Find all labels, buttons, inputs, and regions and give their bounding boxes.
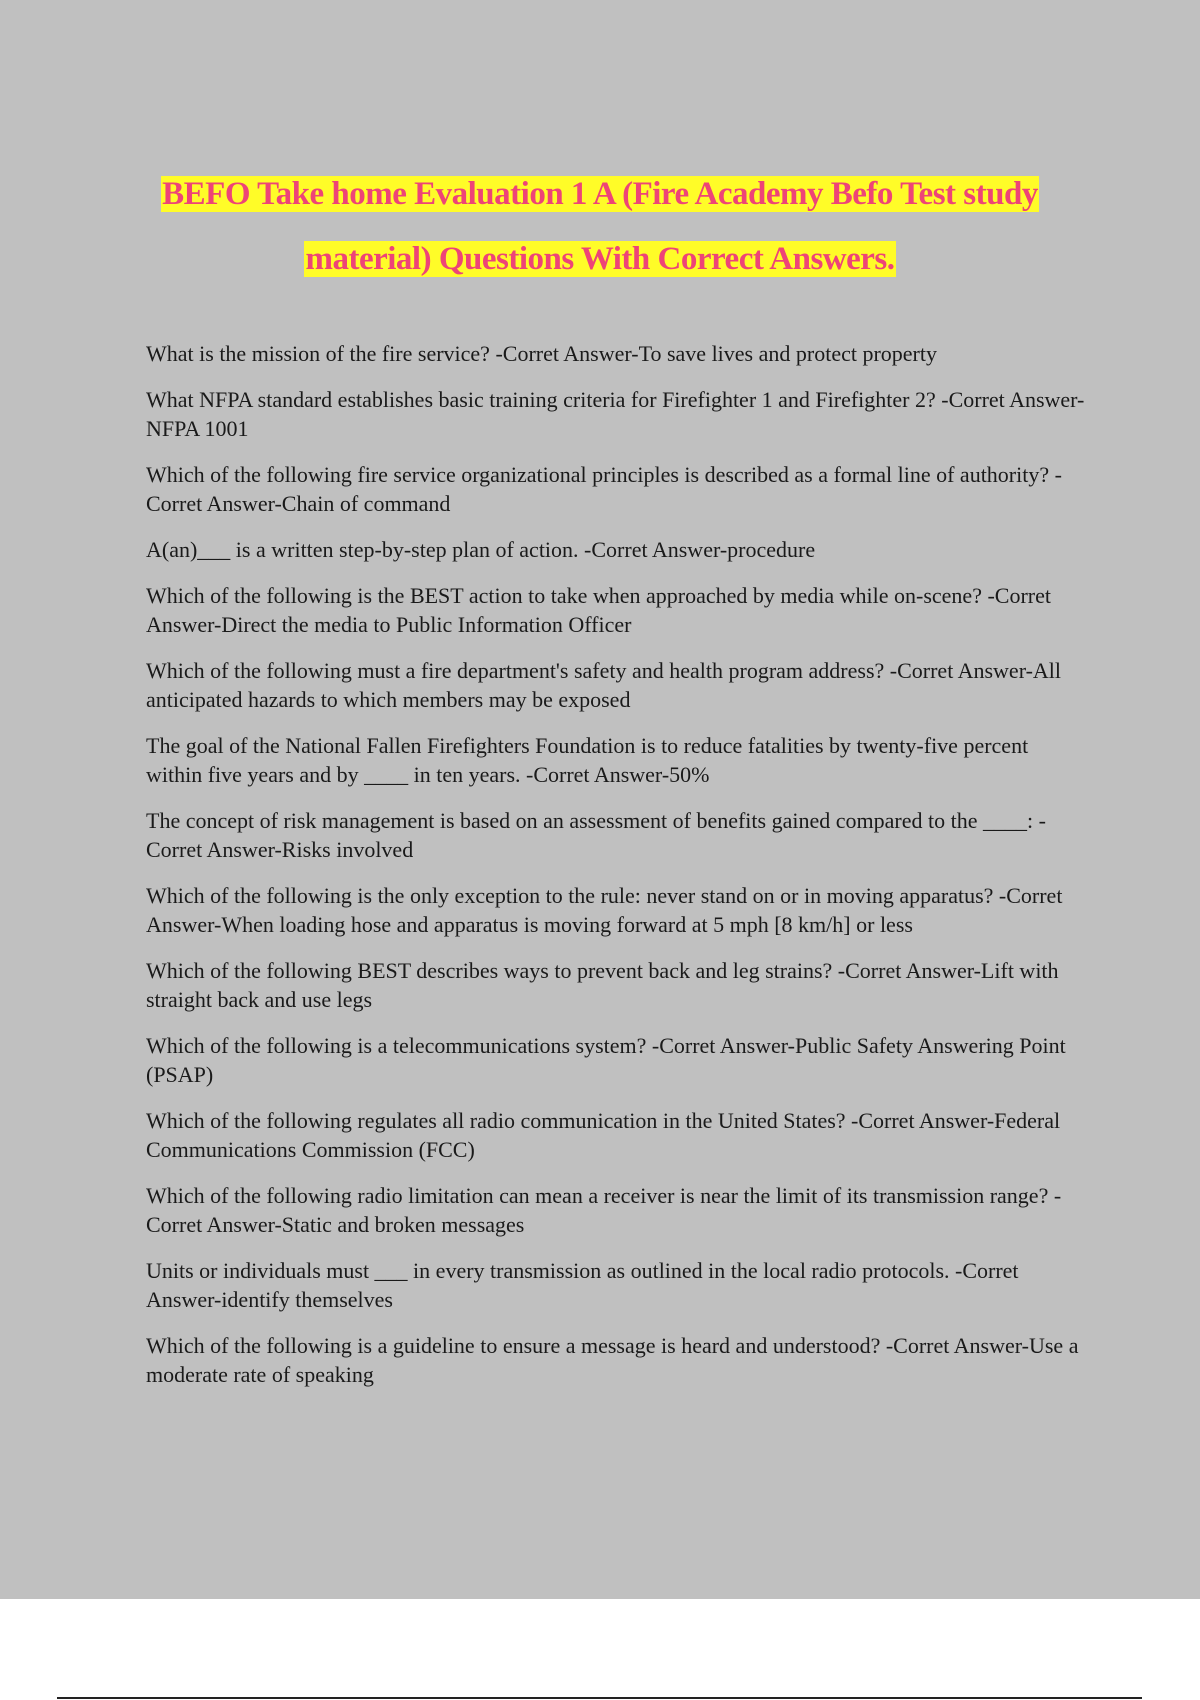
title-line-2 [0,227,1200,292]
qa-item: What is the mission of the fire service? -Corret Answer-To save lives and protect property [146,341,937,366]
qa-item: Which of the following radio limitation can mean a receiver is near the limit of its transmission range? -Corret Answer-Static and broken messages [146,1183,1062,1237]
qa-item: Which of the following BEST describes ways to prevent back and leg strains? -Corret Answer-Lift with straight back and use legs [146,958,1059,1012]
qa-item: Which of the following is a telecommunications system? -Corret Answer-Public Safety Answering Point (PSAP) [146,1033,1066,1087]
qa-item: The goal of the National Fallen Firefighters Foundation is to reduce fatalities by twenty-five percent within five years and by ____ in ten years. -Corret Answer-50% [146,733,1029,787]
qa-item: What NFPA standard establishes basic training criteria for Firefighter 1 and Firefighter 2? -Corret Answer-NFPA 1001 [146,387,1085,441]
question-answer-list [146,339,1086,1406]
qa-item: The concept of risk management is based on an assessment of benefits gained compared to the ____: -Corret Answer-Risks involved [146,808,1046,862]
qa-item: A(an)___ is a written step-by-step plan of action. -Corret Answer-procedure [146,537,816,562]
qa-item: Which of the following is the only exception to the rule: never stand on or in moving apparatus? -Corret Answer-When loading hose and apparatus is moving forward at 5 mph [8 km/h] or less [146,883,1063,937]
qa-item: Units or individuals must ___ in every transmission as outlined in the local radio protocols. -Corret Answer-identify themselves [146,1258,1019,1312]
title-line-1 [0,162,1200,227]
qa-item: Which of the following is the BEST action to take when approached by media while on-scene? -Corret Answer-Direct the media to Public Information Officer [146,583,1051,637]
title-line-1-text: BEFO Take home Evaluation 1 A (Fire Academy Befo Test study [162,176,1038,212]
qa-item: Which of the following regulates all radio communication in the United States? -Corret Answer-Federal Communications Commission (FCC) [146,1108,1061,1162]
page-divider [57,1697,1142,1699]
qa-item: Which of the following must a fire department's safety and health program address? -Corret Answer-All anticipated hazards to which members may be exposed [146,658,1062,712]
document-title [0,162,1200,292]
qa-item: Which of the following is a guideline to ensure a message is heard and understood? -Corret Answer-Use a moderate rate of speaking [146,1333,1079,1387]
qa-item: Which of the following fire service organizational principles is described as a formal line of authority? -Corret Answer-Chain of command [146,462,1062,516]
title-line-2-text: material) Questions With Correct Answers. [305,241,895,277]
